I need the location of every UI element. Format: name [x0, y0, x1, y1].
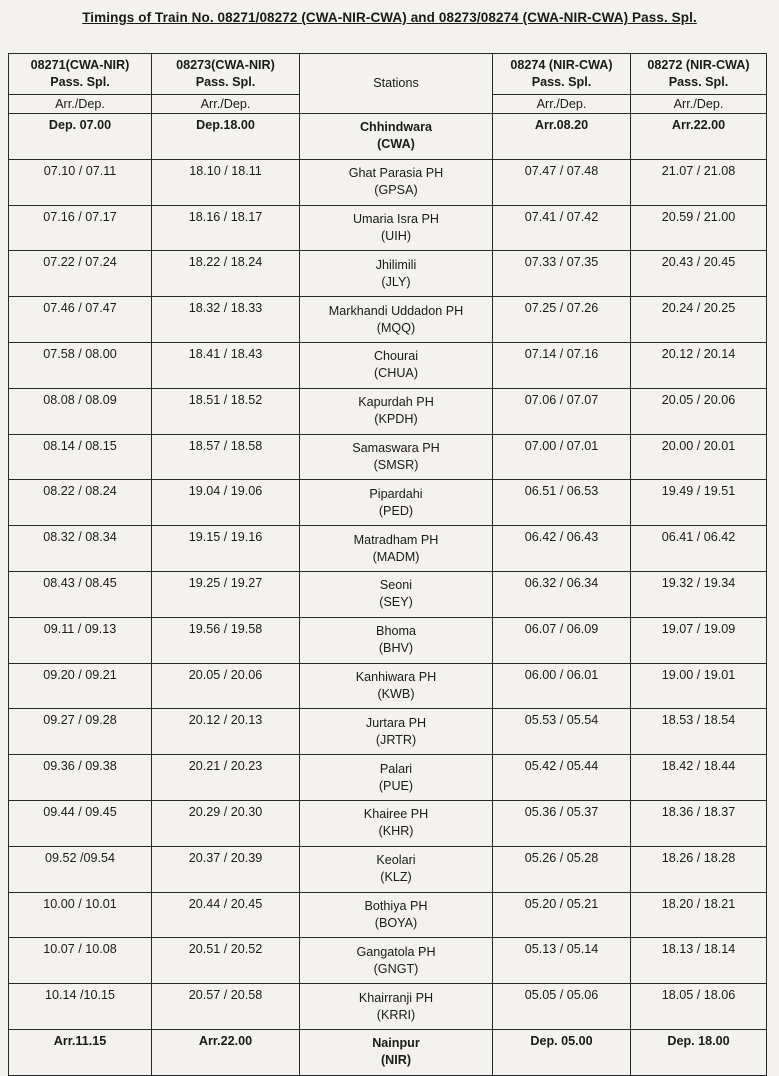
time-08274: 05.36 / 05.37 [493, 800, 631, 846]
station-name: Khairee PH [363, 807, 429, 822]
time-08273: 20.12 / 20.13 [152, 709, 300, 755]
header-row [9, 54, 767, 95]
time-08272: 19.07 / 19.09 [631, 617, 767, 663]
time-08273: 18.16 / 18.17 [152, 205, 300, 251]
table-row [9, 114, 767, 160]
time-08273: 18.22 / 18.24 [152, 251, 300, 297]
time-08273: 18.51 / 18.52 [152, 388, 300, 434]
time-08274: 07.00 / 07.01 [493, 434, 631, 480]
time-08273: 18.10 / 18.11 [152, 159, 300, 205]
station-cell [300, 159, 493, 205]
station-cell [300, 388, 493, 434]
station-cell [300, 251, 493, 297]
station-name: Seoni [379, 578, 413, 593]
station-cell [300, 755, 493, 801]
header-type: Pass. Spl. [668, 75, 729, 89]
time-08273: 20.21 / 20.23 [152, 755, 300, 801]
time-08273: 20.57 / 20.58 [152, 984, 300, 1030]
table-row [9, 480, 767, 526]
station-name: Nainpur [372, 1036, 420, 1051]
time-08271: 10.00 / 10.01 [9, 892, 152, 938]
time-08273: 20.05 / 20.06 [152, 663, 300, 709]
table-row [9, 663, 767, 709]
time-08274: 05.26 / 05.28 [493, 846, 631, 892]
table-row [9, 342, 767, 388]
time-08271: 07.16 / 07.17 [9, 205, 152, 251]
time-08273: 19.04 / 19.06 [152, 480, 300, 526]
time-08271: 09.52 /09.54 [9, 846, 152, 892]
station-name: Chourai [373, 349, 419, 364]
time-08274: Dep. 05.00 [493, 1029, 631, 1075]
time-08274: 07.41 / 07.42 [493, 205, 631, 251]
time-08273: 18.41 / 18.43 [152, 342, 300, 388]
table-row [9, 526, 767, 572]
station-code: (KHR) [378, 824, 414, 839]
station-cell [300, 846, 493, 892]
time-08272: 20.00 / 20.01 [631, 434, 767, 480]
time-08271: 08.14 / 08.15 [9, 434, 152, 480]
time-08271: Arr.11.15 [9, 1029, 152, 1075]
time-08271: 08.43 / 08.45 [9, 571, 152, 617]
subheader-arr-dep: Arr./Dep. [9, 95, 152, 114]
time-08274: 07.33 / 07.35 [493, 251, 631, 297]
header-08271 [9, 54, 152, 95]
time-08274: 07.25 / 07.26 [493, 297, 631, 343]
station-cell [300, 617, 493, 663]
station-name: Kanhiwara PH [355, 669, 437, 684]
time-08273: 19.15 / 19.16 [152, 526, 300, 572]
station-cell [300, 938, 493, 984]
time-08274: 06.51 / 06.53 [493, 480, 631, 526]
header-stations: Stations [300, 54, 493, 114]
time-08274: Arr.08.20 [493, 114, 631, 160]
document-title: Timings of Train No. 08271/08272 (CWA-NIR-CWA) and 08273/08274 (CWA-NIR-CWA) Pass. Spl. [82, 10, 697, 25]
table-row [9, 755, 767, 801]
time-08272: 20.24 / 20.25 [631, 297, 767, 343]
table-row [9, 984, 767, 1030]
table-row [9, 297, 767, 343]
station-cell [300, 984, 493, 1030]
time-08273: 19.25 / 19.27 [152, 571, 300, 617]
station-code: (UIH) [380, 228, 412, 243]
station-cell [300, 434, 493, 480]
station-name: Kapurdah PH [358, 395, 434, 410]
station-cell [300, 114, 493, 160]
station-name: Palari [379, 761, 413, 776]
time-08271: 10.07 / 10.08 [9, 938, 152, 984]
time-08274: 06.07 / 06.09 [493, 617, 631, 663]
time-08271: 09.27 / 09.28 [9, 709, 152, 755]
time-08272: 20.05 / 20.06 [631, 388, 767, 434]
station-code: (JLY) [381, 274, 411, 289]
table-row [9, 846, 767, 892]
time-08274: 06.42 / 06.43 [493, 526, 631, 572]
station-code: (CHUA) [373, 366, 419, 381]
time-08271: 09.44 / 09.45 [9, 800, 152, 846]
time-08272: 18.42 / 18.44 [631, 755, 767, 801]
table-row [9, 800, 767, 846]
time-08272: Arr.22.00 [631, 114, 767, 160]
station-name: Bothiya PH [364, 898, 428, 913]
station-name: Markhandi Uddadon PH [328, 303, 464, 318]
time-08271: 08.32 / 08.34 [9, 526, 152, 572]
station-code: (PED) [378, 503, 414, 518]
station-code: (MADM) [372, 549, 420, 564]
table-row [9, 617, 767, 663]
header-type: Pass. Spl. [50, 75, 110, 89]
station-code: (KLZ) [380, 870, 412, 885]
table-row [9, 892, 767, 938]
table-row [9, 434, 767, 480]
time-08272: 18.13 / 18.14 [631, 938, 767, 984]
subheader-arr-dep: Arr./Dep. [152, 95, 300, 114]
time-08274: 05.13 / 05.14 [493, 938, 631, 984]
station-name: Bhoma [376, 624, 416, 639]
time-08272: 20.12 / 20.14 [631, 342, 767, 388]
header-08272 [631, 54, 767, 95]
time-08271: 07.46 / 07.47 [9, 297, 152, 343]
station-name: Chhindwara [359, 120, 433, 135]
header-train: 08274 (NIR-CWA) [510, 58, 613, 72]
time-08274: 07.47 / 07.48 [493, 159, 631, 205]
station-code: (SMSR) [373, 457, 419, 472]
table-row [9, 159, 767, 205]
time-08274: 06.00 / 06.01 [493, 663, 631, 709]
time-08272: 21.07 / 21.08 [631, 159, 767, 205]
time-08273: 20.51 / 20.52 [152, 938, 300, 984]
time-08271: 07.58 / 08.00 [9, 342, 152, 388]
time-08272: 19.49 / 19.51 [631, 480, 767, 526]
station-code: (KPDH) [374, 412, 418, 427]
station-name: Pipardahi [369, 486, 423, 501]
time-08272: 18.36 / 18.37 [631, 800, 767, 846]
station-name: Ghat Parasia PH [348, 166, 444, 181]
station-name: Keolari [376, 853, 416, 868]
header-type: Pass. Spl. [195, 75, 256, 89]
time-08274: 05.42 / 05.44 [493, 755, 631, 801]
table-row [9, 938, 767, 984]
header-08274 [493, 54, 631, 95]
station-cell [300, 663, 493, 709]
timetable-body [9, 54, 767, 1076]
time-08272: 18.26 / 18.28 [631, 846, 767, 892]
time-08273: 19.56 / 19.58 [152, 617, 300, 663]
station-cell [300, 1029, 493, 1075]
station-name: Gangatola PH [356, 944, 436, 959]
time-08271: 09.36 / 09.38 [9, 755, 152, 801]
time-08271: 10.14 /10.15 [9, 984, 152, 1030]
time-08272: 20.43 / 20.45 [631, 251, 767, 297]
time-08271: 08.08 / 08.09 [9, 388, 152, 434]
station-name: Khairranji PH [358, 990, 434, 1005]
time-08274: 05.05 / 05.06 [493, 984, 631, 1030]
timetable [8, 53, 767, 1076]
station-cell [300, 709, 493, 755]
time-08273: Arr.22.00 [152, 1029, 300, 1075]
time-08274: 07.06 / 07.07 [493, 388, 631, 434]
table-row [9, 571, 767, 617]
station-cell [300, 480, 493, 526]
station-name: Samaswara PH [352, 440, 440, 455]
time-08271: 08.22 / 08.24 [9, 480, 152, 526]
station-name: Matradham PH [353, 532, 439, 547]
station-code: (KWB) [377, 686, 415, 701]
station-code: (JRTR) [375, 732, 417, 747]
table-row [9, 709, 767, 755]
header-train: 08271(CWA-NIR) [30, 58, 130, 72]
header-type: Pass. Spl. [531, 75, 592, 89]
station-name: Umaria Isra PH [352, 211, 440, 226]
subheader-arr-dep: Arr./Dep. [493, 95, 631, 114]
table-row [9, 388, 767, 434]
station-cell [300, 526, 493, 572]
time-08274: 06.32 / 06.34 [493, 571, 631, 617]
station-code: (GNGT) [373, 961, 419, 976]
table-row [9, 1029, 767, 1075]
time-08274: 05.20 / 05.21 [493, 892, 631, 938]
station-code: (BOYA) [374, 915, 418, 930]
station-cell [300, 892, 493, 938]
station-cell [300, 297, 493, 343]
station-cell [300, 342, 493, 388]
station-name: Jurtara PH [365, 715, 427, 730]
time-08272: 18.20 / 18.21 [631, 892, 767, 938]
time-08271: 07.22 / 07.24 [9, 251, 152, 297]
time-08271: Dep. 07.00 [9, 114, 152, 160]
time-08272: 20.59 / 21.00 [631, 205, 767, 251]
time-08272: 19.32 / 19.34 [631, 571, 767, 617]
station-cell [300, 571, 493, 617]
table-row [9, 205, 767, 251]
time-08274: 07.14 / 07.16 [493, 342, 631, 388]
time-08273: Dep.18.00 [152, 114, 300, 160]
station-code: (NIR) [380, 1053, 412, 1068]
station-code: (PUE) [378, 778, 414, 793]
time-08272: Dep. 18.00 [631, 1029, 767, 1075]
header-train: 08272 (NIR-CWA) [647, 58, 750, 72]
time-08272: 19.00 / 19.01 [631, 663, 767, 709]
station-code: (MQQ) [376, 320, 416, 335]
header-train: 08273(CWA-NIR) [176, 58, 275, 72]
station-code: (GPSA) [374, 183, 418, 198]
time-08272: 06.41 / 06.42 [631, 526, 767, 572]
station-cell [300, 205, 493, 251]
time-08273: 18.57 / 18.58 [152, 434, 300, 480]
time-08273: 20.37 / 20.39 [152, 846, 300, 892]
subheader-arr-dep: Arr./Dep. [631, 95, 767, 114]
station-code: (BHV) [378, 641, 414, 656]
station-code: (CWA) [377, 137, 415, 152]
station-name: Jhilimili [375, 257, 417, 272]
time-08273: 20.44 / 20.45 [152, 892, 300, 938]
time-08273: 20.29 / 20.30 [152, 800, 300, 846]
time-08271: 07.10 / 07.11 [9, 159, 152, 205]
station-code: (SEY) [379, 595, 413, 610]
time-08271: 09.11 / 09.13 [9, 617, 152, 663]
header-08273 [152, 54, 300, 95]
station-cell [300, 800, 493, 846]
time-08273: 18.32 / 18.33 [152, 297, 300, 343]
time-08272: 18.05 / 18.06 [631, 984, 767, 1030]
time-08272: 18.53 / 18.54 [631, 709, 767, 755]
time-08274: 05.53 / 05.54 [493, 709, 631, 755]
table-row [9, 251, 767, 297]
station-code: (KRRI) [376, 1007, 416, 1022]
time-08271: 09.20 / 09.21 [9, 663, 152, 709]
